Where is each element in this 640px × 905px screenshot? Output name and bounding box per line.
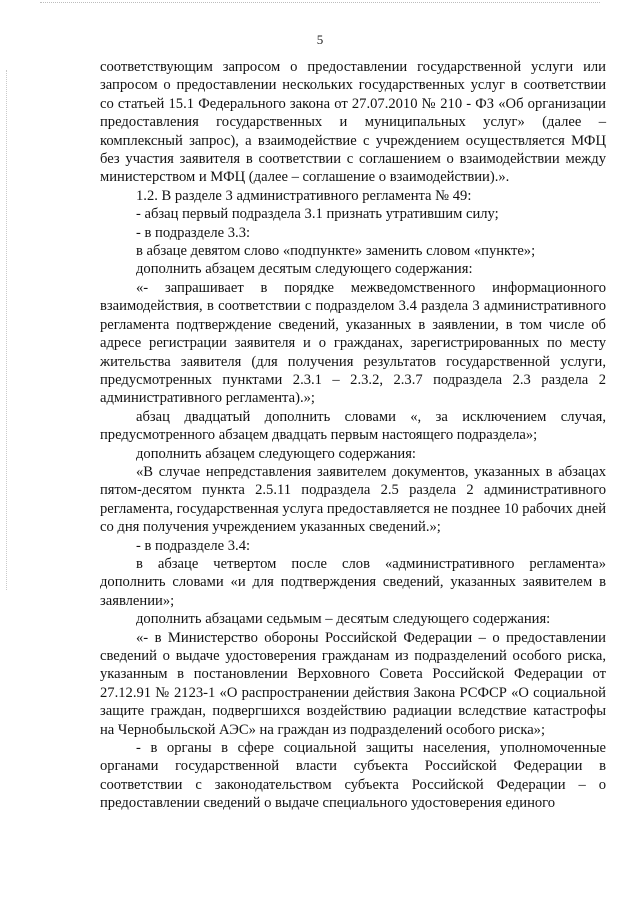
paragraph: - абзац первый подраздела 3.1 признать утратившим силу; — [136, 206, 499, 223]
paragraph: - в подразделе 3.3: — [136, 224, 251, 241]
paragraph: «- в Министерство обороны Российской Федерации – о предоставлении сведений о выдаче удостоверения гражданам из подразделений особого риска, указанным в постановлении Верховного Совета Российской Федерации от 27.12.91 № 2123-1 «О распространении действия Закона РСФСР «О социальной защите граждан, подвергшихся воздействию радиации вследствие катастрофы на Чернобыльской АЭС» на граждан из подразделений особого риска»; — [100, 629, 606, 738]
document-body — [100, 58, 606, 813]
paragraph: дополнить абзацами седьмым – десятым следующего содержания: — [136, 611, 551, 628]
paragraph: в абзаце четвертом после слов «административного регламента» дополнить словами «и для подтверждения сведений, указанных заявителем в заявлении»; — [100, 555, 606, 609]
paragraph: дополнить абзацем десятым следующего содержания: — [136, 261, 473, 278]
paragraph: соответствующим запросом о предоставлении государственной услуги или запросом о предоставлении нескольких государственных услуг в соответствии со статьей 15.1 Федерального закона от 27.07.2010 № 210 - ФЗ «Об организации предоставления государственных и муниципальных услуг» (далее – комплексный запрос), а взаимодействие с учреждением осуществляется МФЦ без участия заявителя в соответствии с соглашением о взаимодействии между министерством и МФЦ (далее – соглашение о взаимодействии).». — [100, 59, 606, 186]
paragraph: «В случае непредставления заявителем документов, указанных в абзацах пятом-десятом пункта 2.5.11 подраздела 2.5 раздела 2 административного регламента, государственная услуга предоставляется не позднее 10 рабочих дней со дня получения учреждением указанных сведений.»; — [100, 463, 606, 536]
scan-margin-marks — [6, 70, 11, 590]
paragraph: 1.2. В разделе 3 административного регламента № 49: — [136, 187, 472, 204]
scan-edge-line — [40, 2, 600, 3]
page-number: 5 — [316, 32, 324, 47]
paragraph: дополнить абзацем следующего содержания: — [136, 445, 416, 462]
paragraph: «- запрашивает в порядке межведомственного информационного взаимодействия, в соответствии с подразделом 3.4 раздела 3 административного регламента подтверждение сведений, указанных в заявлении, в том числе об адресе регистрации заявителя и о гражданах, зарегистрированных по месту жительства заявителя (для получения результатов государственной услуги, предусмотренных пунктами 2.3.1 – 2.3.2, 2.3.7 подраздела 2.3 раздела 2 административного регламента).»; — [100, 279, 606, 407]
paragraph: - в органы в сфере социальной защиты населения, уполномоченные органами государственной власти субъекта Российской Федерации в соответствии с законодательством субъекта Российской Федерации – о предоставлении сведений о выдаче специального удостоверения единого — [100, 740, 606, 812]
paragraph: абзац двадцатый дополнить словами «, за исключением случая, предусмотренного абзацем двадцать первым настоящего подраздела»; — [100, 408, 606, 444]
paragraph: в абзаце девятом слово «подпункте» заменить словом «пункте»; — [136, 243, 536, 260]
paragraph: - в подразделе 3.4: — [136, 537, 251, 554]
